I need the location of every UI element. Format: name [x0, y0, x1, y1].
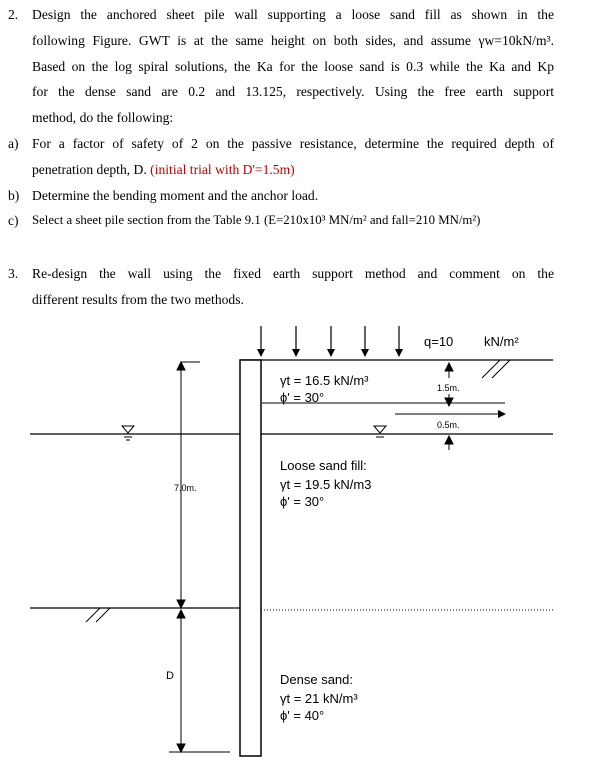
part-a-trial-note: (initial trial with D'=1.5m) — [150, 161, 295, 177]
part-b-label: b) — [8, 187, 20, 203]
question-2-line-4 — [32, 79, 554, 105]
question-3-line-1 — [8, 261, 554, 287]
part-a — [8, 131, 554, 157]
surcharge-label: q=10 — [424, 334, 454, 349]
part-a-text-1: For a factor of safety of 2 on the passive resistance, determine the required depth of — [32, 135, 554, 151]
surcharge-unit: kN/m² — [484, 334, 519, 349]
question-2-text-5: method, do the following: — [32, 110, 174, 126]
question-2-text-2: following Figure. GWT is at the same height on both sides, and assume γw=10kN/m³. — [32, 32, 554, 48]
loose-sand-friction-angle: ϕ' = 30° — [280, 494, 325, 509]
part-c — [8, 208, 554, 234]
question-3-text-1: Re-design the wall using the fixed earth support method and comment on the — [32, 266, 554, 281]
top-layer-friction-angle: ϕ' = 30° — [280, 390, 325, 405]
gwt-dimension — [445, 436, 453, 450]
anchor-depth-label: 1.5m. — [437, 383, 460, 393]
question-2-line-1 — [8, 2, 554, 28]
ground-hatch-dredge — [86, 608, 110, 622]
question-2-text-1: Design the anchored sheet pile wall supporting a loose sand fill as shown in the — [32, 7, 554, 22]
gwt-depth-label: 0.5m. — [437, 420, 460, 430]
part-b — [8, 183, 554, 209]
question-3-line-2 — [32, 287, 554, 313]
dense-sand-unit-weight: γt = 21 kN/m³ — [280, 691, 358, 706]
ground-hatch-top — [482, 360, 510, 378]
question-2-line-2 — [32, 28, 554, 54]
loose-sand-unit-weight: γt = 19.5 kN/m3 — [280, 477, 372, 492]
part-c-label: c) — [8, 213, 19, 229]
question-3-text-2: different results from the two methods. — [32, 291, 244, 307]
question-2-text-3: Based on the log spiral solutions, the Ka for the loose sand is 0.3 while the Ka and Kp — [32, 58, 554, 74]
question-2-number: 2. — [8, 7, 19, 22]
sheet-pile-wall — [240, 360, 261, 756]
top-layer-unit-weight: γt = 16.5 kN/m³ — [280, 373, 369, 388]
sheet-pile-figure — [0, 320, 589, 764]
depth-dimension — [169, 610, 230, 752]
question-2 — [8, 2, 554, 234]
height-label: 7.0m. — [174, 483, 197, 493]
part-a-label: a) — [8, 135, 19, 151]
water-table-symbol-left — [122, 426, 134, 440]
question-2-text-4: for the dense sand are 0.2 and 13.125, respectively. Using the free earth support — [32, 84, 554, 100]
question-2-line-3 — [32, 54, 554, 80]
part-a-line-2 — [32, 157, 554, 183]
part-c-text: Select a sheet pile section from the Table 9.1 (E=210x10³ MN/m² and fall=210 MN/m²) — [32, 213, 481, 228]
part-b-text: Determine the bending moment and the anchor load. — [32, 187, 319, 203]
loose-sand-title: Loose sand fill: — [280, 458, 367, 473]
dense-sand-title: Dense sand: — [280, 672, 353, 687]
water-table-symbol-right — [374, 426, 386, 437]
surcharge-arrows — [261, 326, 399, 356]
question-3 — [8, 261, 554, 313]
question-2-line-5 — [32, 105, 554, 131]
part-a-text-2: penetration depth, D. — [32, 161, 147, 177]
depth-label: D — [166, 670, 174, 682]
question-3-number: 3. — [8, 266, 19, 281]
dense-sand-friction-angle: ϕ' = 40° — [280, 708, 325, 723]
